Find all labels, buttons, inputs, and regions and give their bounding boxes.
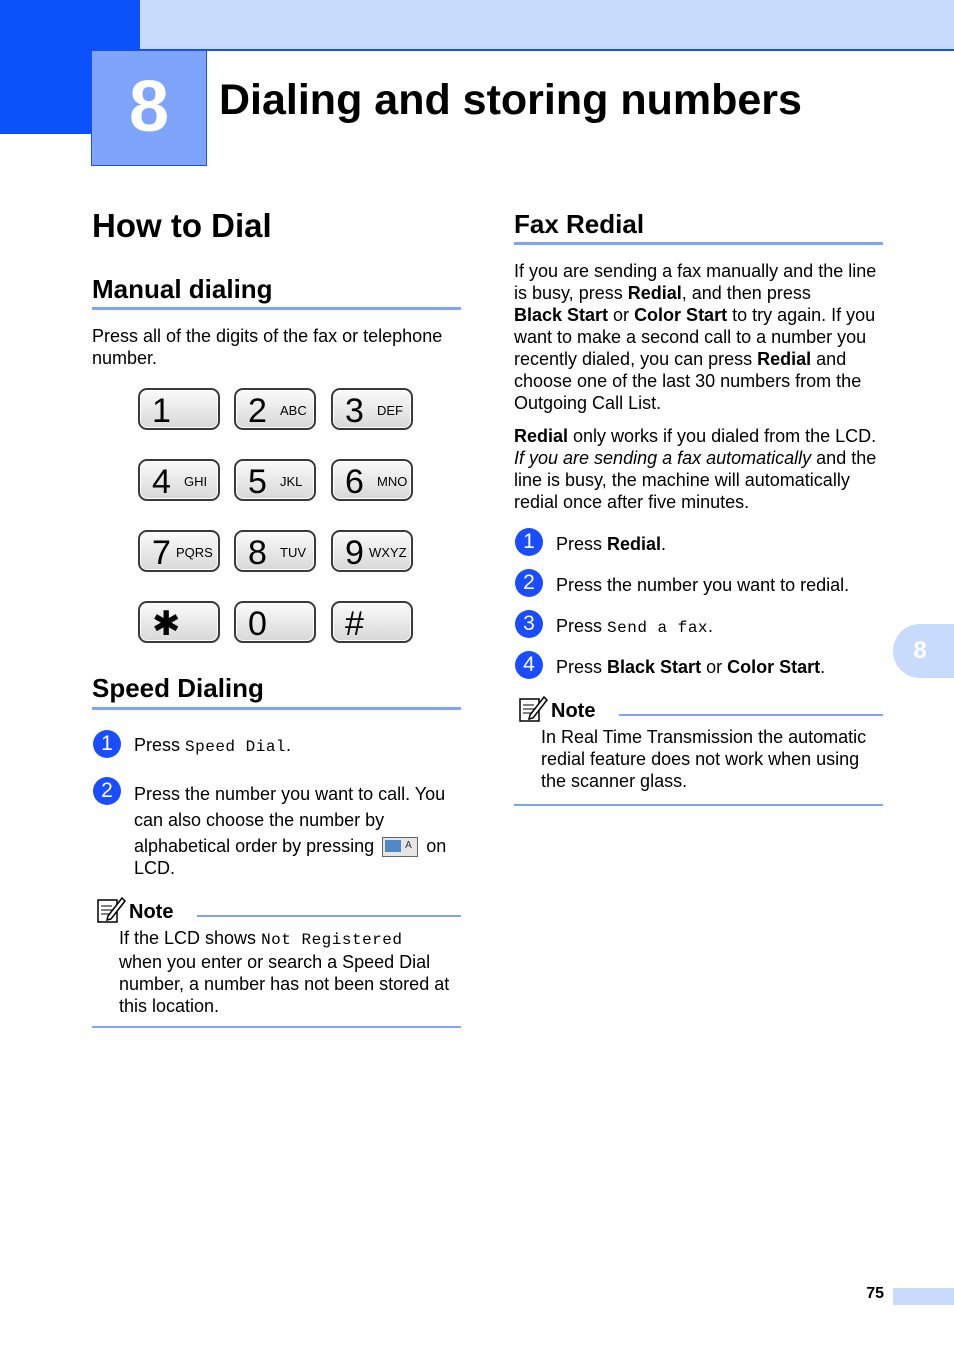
speed-dial-step-1: Press Speed Dial. — [134, 735, 292, 756]
fax-redial-step-2: Press the number you want to redial. — [556, 575, 850, 595]
note-rule — [619, 714, 883, 716]
step-number-4: 4 — [515, 651, 543, 679]
keypad-key-digit: 7 — [152, 534, 171, 572]
keypad-key-9[interactable] — [331, 530, 413, 572]
note-title: Note — [129, 901, 174, 923]
heading-rule — [92, 707, 461, 710]
keypad-key-digit: 2 — [248, 392, 267, 430]
chapter-side-tab-number: 8 — [913, 637, 927, 664]
section-title-how-to-dial: How to Dial — [92, 207, 272, 244]
chapter-title: Dialing and storing numbers — [219, 76, 802, 124]
keypad-key-digit: 0 — [248, 605, 267, 643]
keypad-key-digit: 3 — [345, 392, 364, 430]
keypad-key-digit: 5 — [248, 463, 267, 501]
note-bottom-rule — [92, 1026, 461, 1028]
keypad-key-7[interactable] — [138, 530, 220, 572]
speed-dial-step-2: Press the number you want to call. You can also choose the number by alphabetical order by pressing A on LCD. — [134, 784, 447, 878]
fax-redial-paragraph-1: If you are sending a fax manually and the line is busy, press Redial, and then press Black Start or Color Start to try again. If you want to make a second call to a number you recently dialed, you can press Redial and choose one of the last 30 numbers from the Outgoing Call List. — [514, 261, 877, 413]
fax-redial-step-4: Press Black Start or Color Start. — [556, 657, 826, 677]
keypad-key-6[interactable] — [331, 459, 413, 501]
page-number: 75 — [866, 1285, 884, 1302]
chapter-number: 8 — [128, 67, 170, 147]
lcd-alphabet-icon: A — [382, 837, 418, 857]
keypad-key-1[interactable] — [138, 388, 220, 430]
keypad-key-letters: DEF — [377, 403, 403, 418]
keypad-key-digit: 6 — [345, 463, 364, 501]
note-pencil-icon — [518, 693, 548, 723]
keypad-key-letters: GHI — [184, 474, 208, 489]
header-band-line — [140, 49, 954, 51]
keypad-key-digit: # — [345, 605, 364, 643]
note-title: Note — [551, 700, 596, 722]
keypad-key-8[interactable] — [234, 530, 316, 572]
fax-redial-paragraph-2: Redial only works if you dialed from the LCD. If you are sending a fax automatically and the line is busy, the machine will automatically redial once after five minutes. — [514, 426, 877, 512]
fax-redial-note-text: In Real Time Transmission the automatic redial feature does not work when using the scanner glass. — [541, 727, 867, 791]
step-number-2: 2 — [515, 569, 543, 597]
keypad-key-letters: TUV — [280, 545, 306, 560]
keypad-key-digit: ✱ — [152, 605, 181, 643]
keypad-key-letters: JKL — [280, 474, 303, 489]
keypad-key-4[interactable] — [138, 459, 220, 501]
keypad-key-letters: ABC — [280, 403, 307, 418]
heading-fax-redial: Fax Redial — [514, 209, 645, 239]
fax-redial-step-1: Press Redial. — [556, 534, 667, 554]
speed-dial-note-text: If the LCD shows Not Registered when you enter or search a Speed Dial number, a number has not been stored at this location. — [119, 928, 450, 1016]
note-rule — [197, 915, 461, 917]
keypad-key-3[interactable] — [331, 388, 413, 430]
keypad-key-2[interactable] — [234, 388, 316, 430]
heading-manual-dialing: Manual dialing — [92, 274, 273, 304]
step-number-1: 1 — [515, 528, 543, 556]
fax-redial-step-3: Press Send a fax. — [556, 616, 714, 637]
step-number-2: 2 — [93, 777, 121, 805]
keypad-key-5[interactable] — [234, 459, 316, 501]
lcd-message-not-registered: Not Registered — [261, 931, 403, 949]
keypad-key-digit: 4 — [152, 463, 171, 501]
dial-keypad — [138, 388, 414, 646]
keypad-key-12[interactable] — [331, 601, 413, 643]
heading-rule — [514, 242, 883, 245]
step-number-3: 3 — [515, 610, 543, 638]
page-number-bar — [893, 1288, 954, 1305]
keypad-key-digit: 9 — [345, 534, 364, 572]
note-pencil-icon — [96, 894, 126, 924]
heading-rule — [92, 307, 461, 310]
keypad-key-letters: WXYZ — [369, 545, 407, 560]
note-bottom-rule — [514, 804, 883, 806]
lcd-option-speed-dial: Speed Dial — [185, 738, 287, 756]
keypad-key-11[interactable] — [234, 601, 316, 643]
manual-dialing-text: Press all of the digits of the fax or telephone number. — [92, 326, 443, 368]
lcd-option-send-a-fax: Send a fax — [607, 619, 709, 637]
keypad-key-digit: 1 — [152, 392, 171, 430]
keypad-key-10[interactable] — [138, 601, 220, 643]
header-band — [140, 0, 954, 49]
keypad-key-letters: MNO — [377, 474, 408, 489]
keypad-key-letters: PQRS — [176, 545, 213, 560]
heading-speed-dialing: Speed Dialing — [92, 673, 264, 703]
step-number-1: 1 — [93, 730, 121, 758]
keypad-key-digit: 8 — [248, 534, 267, 572]
